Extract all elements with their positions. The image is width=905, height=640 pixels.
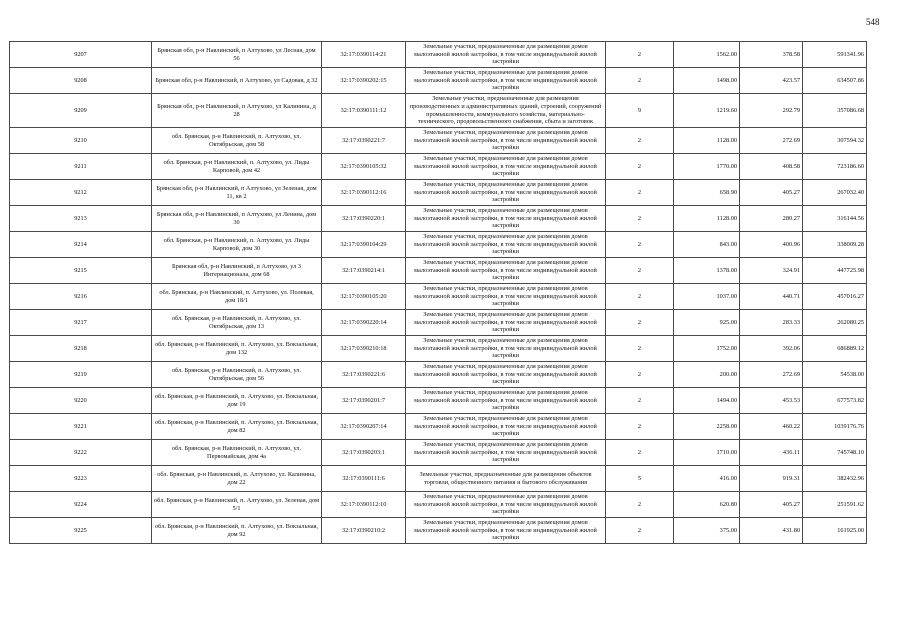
address-cell: обл. Брянская, р-н Навлинский, п. Алтухово, ул. Вокзальная, дом 82 — [152, 414, 322, 440]
row-number: 9214 — [10, 232, 152, 258]
cadastral-value-table — [9, 41, 867, 544]
group-cell: 5 — [606, 466, 674, 492]
land-use-cell: Земельные участки, предназначенные для размещения объектов торговли, общественного питания и бытового обслуживания — [406, 466, 606, 492]
land-use-cell: Земельные участки, предназначенные для размещения домов малоэтажной жилой застройки, в том числе индивидуальной жилой застройки — [406, 258, 606, 284]
area-cell: 1128.00 — [674, 206, 740, 232]
table-row — [10, 180, 867, 206]
cadastral-value-cell: 316144.56 — [803, 206, 867, 232]
land-use-cell: Земельные участки, предназначенные для размещения домов малоэтажной жилой застройки, в том числе индивидуальной жилой застройки — [406, 180, 606, 206]
area-cell: 925.00 — [674, 310, 740, 336]
specific-value-cell: 292.79 — [740, 94, 803, 128]
page-number: 548 — [866, 17, 880, 27]
address-cell: обл. Брянская, р-н Навлинский, п. Алтухово, ул. Вокзальная, дом 92 — [152, 518, 322, 544]
table-row — [10, 362, 867, 388]
cadastral-value-cell: 457016.27 — [803, 284, 867, 310]
specific-value-cell: 423.57 — [740, 68, 803, 94]
row-number: 9212 — [10, 180, 152, 206]
address-cell: обл. Брянская, р-н Навлинский, п. Алтухово, ул. Октябрьская, дом 56 — [152, 362, 322, 388]
area-cell: 375.00 — [674, 518, 740, 544]
table-row — [10, 128, 867, 154]
table-row — [10, 94, 867, 128]
row-number: 9215 — [10, 258, 152, 284]
group-cell: 2 — [606, 42, 674, 68]
table-row — [10, 414, 867, 440]
land-use-cell: Земельные участки, предназначенные для размещения домов малоэтажной жилой застройки, в том числе индивидуальной жилой застройки — [406, 128, 606, 154]
cadastral-value-cell: 262080.25 — [803, 310, 867, 336]
land-use-cell: Земельные участки, предназначенные для размещения домов малоэтажной жилой застройки, в том числе индивидуальной жилой застройки — [406, 362, 606, 388]
cadastral-number-cell: 32:17:0390105:32 — [322, 154, 406, 180]
specific-value-cell: 280.27 — [740, 206, 803, 232]
area-cell: 1498.00 — [674, 68, 740, 94]
table-row — [10, 440, 867, 466]
table-row — [10, 466, 867, 492]
cadastral-value-cell: 677573.82 — [803, 388, 867, 414]
row-number: 9221 — [10, 414, 152, 440]
land-use-cell: Земельные участки, предназначенные для размещения домов малоэтажной жилой застройки, в том числе индивидуальной жилой застройки — [406, 206, 606, 232]
row-number: 9222 — [10, 440, 152, 466]
cadastral-number-cell: 32:17:0390203:1 — [322, 440, 406, 466]
area-cell: 1494.00 — [674, 388, 740, 414]
land-use-cell: Земельные участки, предназначенные для размещения домов малоэтажной жилой застройки, в том числе индивидуальной жилой застройки — [406, 284, 606, 310]
cadastral-value-cell: 447725.98 — [803, 258, 867, 284]
cadastral-number-cell: 32:17:0390112:16 — [322, 180, 406, 206]
table-row — [10, 336, 867, 362]
specific-value-cell: 378.58 — [740, 42, 803, 68]
land-use-cell: Земельные участки, предназначенные для размещения домов малоэтажной жилой застройки, в том числе индивидуальной жилой застройки — [406, 68, 606, 94]
cadastral-number-cell: 32:17:0390114:21 — [322, 42, 406, 68]
row-number: 9219 — [10, 362, 152, 388]
area-cell: 416.00 — [674, 466, 740, 492]
address-cell: обл. Брянская, р-н Навлинский, п. Алтухово, ул. Полевая, дом 18/1 — [152, 284, 322, 310]
address-cell: Брянская обл, р-н Навлинский, п Алтухово, ул 3 Интернационала, дом 68 — [152, 258, 322, 284]
land-use-cell: Земельные участки, предназначенные для размещения домов малоэтажной жилой застройки, в том числе индивидуальной жилой застройки — [406, 154, 606, 180]
row-number: 9213 — [10, 206, 152, 232]
cadastral-value-cell: 382432.96 — [803, 466, 867, 492]
cadastral-number-cell: 32:17:0390201:7 — [322, 388, 406, 414]
table-row — [10, 310, 867, 336]
cadastral-value-cell: 634507.86 — [803, 68, 867, 94]
specific-value-cell: 453.53 — [740, 388, 803, 414]
cadastral-value-cell: 591341.96 — [803, 42, 867, 68]
land-use-cell: Земельные участки, предназначенные для размещения домов малоэтажной жилой застройки, в том числе индивидуальной жилой застройки — [406, 518, 606, 544]
specific-value-cell: 272.69 — [740, 362, 803, 388]
specific-value-cell: 460.22 — [740, 414, 803, 440]
cadastral-value-cell: 251591.62 — [803, 492, 867, 518]
land-use-cell: Земельные участки, предназначенные для размещения домов малоэтажной жилой застройки, в том числе индивидуальной жилой застройки — [406, 336, 606, 362]
area-cell: 1037.00 — [674, 284, 740, 310]
cadastral-value-cell: 723186.60 — [803, 154, 867, 180]
cadastral-number-cell: 32:17:0390221:7 — [322, 128, 406, 154]
group-cell: 2 — [606, 518, 674, 544]
group-cell: 2 — [606, 414, 674, 440]
group-cell: 2 — [606, 258, 674, 284]
land-use-cell: Земельные участки, предназначенные для размещения домов малоэтажной жилой застройки, в том числе индивидуальной жилой застройки — [406, 232, 606, 258]
group-cell: 2 — [606, 128, 674, 154]
specific-value-cell: 408.58 — [740, 154, 803, 180]
row-number: 9209 — [10, 94, 152, 128]
specific-value-cell: 440.71 — [740, 284, 803, 310]
area-cell: 658.90 — [674, 180, 740, 206]
cadastral-number-cell: 32:17:0390210:18 — [322, 336, 406, 362]
specific-value-cell: 436.11 — [740, 440, 803, 466]
area-cell: 1562.00 — [674, 42, 740, 68]
specific-value-cell: 919.31 — [740, 466, 803, 492]
address-cell: обл. Брянская, р-н Навлинский, п. Алтухово, ул. Вокзальная, дом 132 — [152, 336, 322, 362]
cadastral-number-cell: 32:17:0390214:1 — [322, 258, 406, 284]
address-cell: обл. Брянская, р-н Навлинский, п. Алтухово, ул. Первомайская, дом 4а — [152, 440, 322, 466]
group-cell: 2 — [606, 388, 674, 414]
specific-value-cell: 400.96 — [740, 232, 803, 258]
address-cell: обл. Брянская, р-н Навлинский, п. Алтухово, ул. Лиды Карповой, дом 42 — [152, 154, 322, 180]
table-row — [10, 518, 867, 544]
row-number: 9207 — [10, 42, 152, 68]
cadastral-value-cell: 267032.40 — [803, 180, 867, 206]
address-cell: Брянская обл, р-н Навлинский, п Алтухово, ул Ленина, дом 30 — [152, 206, 322, 232]
group-cell: 2 — [606, 68, 674, 94]
area-cell: 1710.00 — [674, 440, 740, 466]
table-body — [10, 42, 867, 544]
row-number: 9225 — [10, 518, 152, 544]
area-cell: 843.00 — [674, 232, 740, 258]
cadastral-number-cell: 32:17:0390207:14 — [322, 414, 406, 440]
group-cell: 2 — [606, 206, 674, 232]
land-use-cell: Земельные участки, предназначенные для размещения домов малоэтажной жилой застройки, в том числе индивидуальной жилой застройки — [406, 388, 606, 414]
cadastral-number-cell: 32:17:0390111:6 — [322, 466, 406, 492]
land-use-cell: Земельные участки, предназначенные для размещения домов малоэтажной жилой застройки, в том числе индивидуальной жилой застройки — [406, 42, 606, 68]
table-row — [10, 154, 867, 180]
group-cell: 2 — [606, 362, 674, 388]
land-use-cell: Земельные участки, предназначенные для размещения домов малоэтажной жилой застройки, в том числе индивидуальной жилой застройки — [406, 310, 606, 336]
group-cell: 2 — [606, 440, 674, 466]
row-number: 9224 — [10, 492, 152, 518]
address-cell: обл. Брянская, р-н Навлинский, п. Алтухово, ул. Октябрьская, дом 13 — [152, 310, 322, 336]
row-number: 9208 — [10, 68, 152, 94]
row-number: 9211 — [10, 154, 152, 180]
cadastral-number-cell: 32:17:0390112:10 — [322, 492, 406, 518]
table-row — [10, 388, 867, 414]
cadastral-number-cell: 32:17:0390202:15 — [322, 68, 406, 94]
area-cell: 620.80 — [674, 492, 740, 518]
table-row — [10, 232, 867, 258]
table-row — [10, 492, 867, 518]
table-row — [10, 206, 867, 232]
cadastral-number-cell: 32:17:0390210:2 — [322, 518, 406, 544]
row-number: 9220 — [10, 388, 152, 414]
cadastral-value-cell: 54538.00 — [803, 362, 867, 388]
cadastral-value-cell: 1039176.76 — [803, 414, 867, 440]
cadastral-value-cell: 745748.10 — [803, 440, 867, 466]
address-cell: обл. Брянская, р-н Навлинский, п. Алтухово, ул. Октябрьская, дом 58 — [152, 128, 322, 154]
address-cell: Брянская обл, р-н Навлинский, п Алтухово, ул Лесная, дом 56 — [152, 42, 322, 68]
address-cell: Брянская обл, р-н Навлинский, п Алтухово, ул Калинина, д 28 — [152, 94, 322, 128]
address-cell: Брянская обл, р-н Навлинский, п Алтухово, ул Садовая, д 32 — [152, 68, 322, 94]
specific-value-cell: 431.80 — [740, 518, 803, 544]
table-row — [10, 258, 867, 284]
specific-value-cell: 272.69 — [740, 128, 803, 154]
address-cell: обл. Брянская, р-н Навлинский, п. Алтухово, ул. Зеленая, дом 5/1 — [152, 492, 322, 518]
cadastral-value-cell: 161925.00 — [803, 518, 867, 544]
address-cell: обл. Брянская, р-н Навлинский, п. Алтухово, ул. Вокзальная, дом 19 — [152, 388, 322, 414]
row-number: 9217 — [10, 310, 152, 336]
specific-value-cell: 324.91 — [740, 258, 803, 284]
cadastral-value-cell: 686889.12 — [803, 336, 867, 362]
specific-value-cell: 283.33 — [740, 310, 803, 336]
group-cell: 2 — [606, 492, 674, 518]
group-cell: 2 — [606, 154, 674, 180]
specific-value-cell: 392.06 — [740, 336, 803, 362]
cadastral-number-cell: 32:17:0390220:14 — [322, 310, 406, 336]
area-cell: 1378.00 — [674, 258, 740, 284]
row-number: 9210 — [10, 128, 152, 154]
group-cell: 2 — [606, 284, 674, 310]
table-row — [10, 42, 867, 68]
area-cell: 1770.00 — [674, 154, 740, 180]
land-use-cell: Земельные участки, предназначенные для размещения домов малоэтажной жилой застройки, в том числе индивидуальной жилой застройки — [406, 414, 606, 440]
specific-value-cell: 405.27 — [740, 180, 803, 206]
group-cell: 2 — [606, 336, 674, 362]
address-cell: обл. Брянская, р-н Навлинский, п. Алтухово, ул. Лиды Карповой, дом 30 — [152, 232, 322, 258]
table-row — [10, 284, 867, 310]
row-number: 9218 — [10, 336, 152, 362]
cadastral-number-cell: 32:17:0390220:1 — [322, 206, 406, 232]
area-cell: 1128.00 — [674, 128, 740, 154]
group-cell: 9 — [606, 94, 674, 128]
land-use-cell: Земельные участки, предназначенные для размещения домов малоэтажной жилой застройки, в том числе индивидуальной жилой застройки — [406, 492, 606, 518]
cadastral-value-cell: 338009.28 — [803, 232, 867, 258]
group-cell: 2 — [606, 310, 674, 336]
cadastral-number-cell: 32:17:0390104:29 — [322, 232, 406, 258]
group-cell: 2 — [606, 180, 674, 206]
cadastral-number-cell: 32:17:0390111:12 — [322, 94, 406, 128]
address-cell: обл. Брянская, р-н Навлинский, п. Алтухово, ул. Калинина, дом 22 — [152, 466, 322, 492]
row-number: 9216 — [10, 284, 152, 310]
table-row — [10, 68, 867, 94]
row-number: 9223 — [10, 466, 152, 492]
group-cell: 2 — [606, 232, 674, 258]
land-use-cell: Земельные участки, предназначенные для размещения производственных и административных зданий, строений, сооружений промышленности, коммунального хозяйства, материально-технического, продовольственного снабжения, сбыта и заготовок — [406, 94, 606, 128]
cadastral-value-cell: 357086.68 — [803, 94, 867, 128]
specific-value-cell: 405.27 — [740, 492, 803, 518]
area-cell: 2258.00 — [674, 414, 740, 440]
cadastral-number-cell: 32:17:0390221:6 — [322, 362, 406, 388]
area-cell: 1219.60 — [674, 94, 740, 128]
cadastral-number-cell: 32:17:0390105:20 — [322, 284, 406, 310]
area-cell: 200.00 — [674, 362, 740, 388]
land-use-cell: Земельные участки, предназначенные для размещения домов малоэтажной жилой застройки, в том числе индивидуальной жилой застройки — [406, 440, 606, 466]
cadastral-value-cell: 307594.32 — [803, 128, 867, 154]
address-cell: Брянская обл, р-н Навлинский, п Алтухово, ул Зеленая, дом 11, кв 2 — [152, 180, 322, 206]
area-cell: 1752.00 — [674, 336, 740, 362]
